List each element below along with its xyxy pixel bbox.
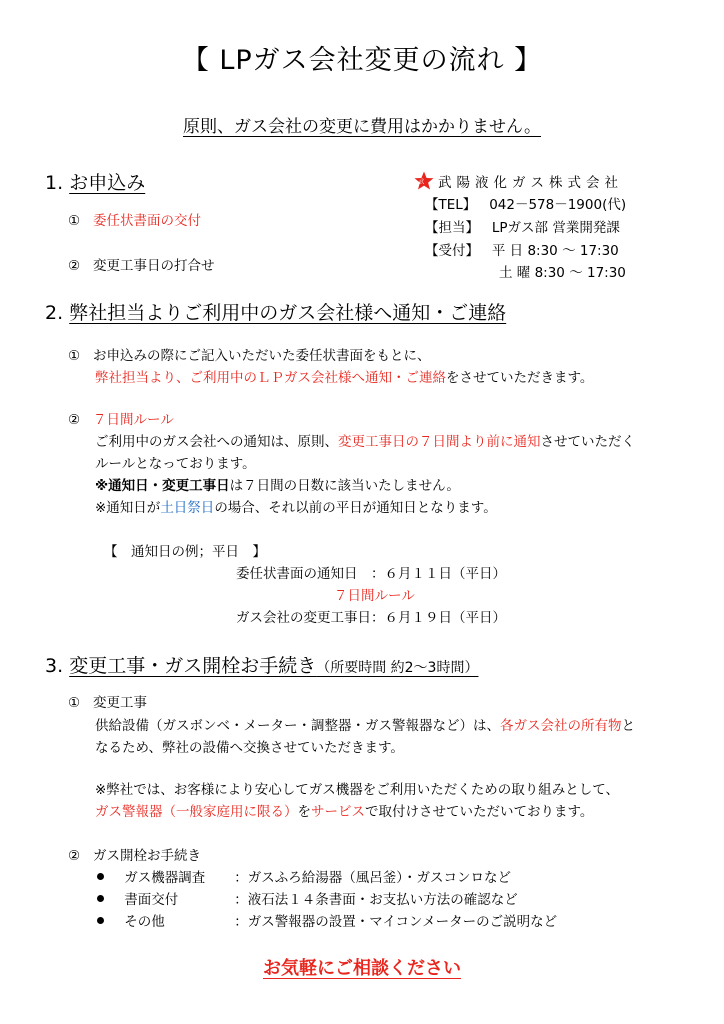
bullet-icon <box>97 873 104 880</box>
company-tel: 【TEL】 042－578－1900(代) <box>425 197 627 213</box>
section1-heading: 1. お申込み <box>45 172 146 194</box>
section2-item2-line2: ルールとなっております。 <box>95 456 256 472</box>
bullet-item: 書面交付 ：液石法１４条書面・お支払い方法の確認など <box>97 888 518 908</box>
bullet-item: ガス機器調査 ：ガスふろ給湯器（風呂釜）・ガスコンロなど <box>97 866 511 886</box>
example-notice-date: 委任状書面の通知日 ：６月１１日（平日） <box>236 566 506 582</box>
svg-text:武: 武 <box>418 179 430 186</box>
example-work-date: ガス会社の変更工事日：６月１９日（平日） <box>236 610 506 626</box>
section2-item2-line1: ご利用中のガス会社への通知は、原則、変更工事日の７日間より前に通知させていただく <box>95 434 635 450</box>
example-label: 【 通知日の例；平日 】 <box>104 544 266 560</box>
bullet-icon <box>97 917 104 924</box>
section3-note-line1: ※弊社では、お客様により安心してガス機器をご利用いただくための取り組みとして、 <box>95 782 620 798</box>
section2-item1-line2: 弊社担当より、ご利用中のＬＰガス会社様へ通知・ご連絡をさせていただきます。 <box>95 370 594 386</box>
company-staff: 【担当】 LPガス部 営業開発課 <box>425 220 620 236</box>
section2-item2-title: ② ７日間ルール <box>68 412 174 428</box>
section2-heading: 2. 弊社担当よりご利用中のガス会社様へ通知・ご連絡 <box>45 302 507 324</box>
section1-item2: ② 変更工事日の打合せ <box>68 258 215 274</box>
page-title: 【 LPガス会社変更の流れ 】 <box>181 45 543 76</box>
bullet-item: その他 ：ガス警報器の設置・マイコンメーターのご説明など <box>97 910 557 930</box>
section3-item1-title: ① 変更工事 <box>68 695 147 711</box>
company-name: 武 武陽液化ガス株式会社 <box>414 171 623 191</box>
closing-message: お気軽にご相談ください <box>263 958 461 979</box>
section2-note1: ※通知日・変更工事日は７日間の日数に該当いたしません。 <box>95 478 460 494</box>
company-logo-star-icon <box>414 171 434 191</box>
example-seven-day-rule: ７日間ルール <box>334 588 415 604</box>
section3-item1-line1: 供給設備（ガスボンベ・メーター・調整器・ガス警報器など）は、各ガス会社の所有物と <box>95 718 635 734</box>
company-hours: 【受付】 平 日 8:30 ～ 17:30 <box>425 243 619 259</box>
section2-note2: ※通知日が土日祭日の場合、それ以前の平日が通知日となります。 <box>95 500 497 516</box>
section3-item2-title: ② ガス開栓お手続き <box>68 848 201 864</box>
section3-note-line2: ガス警報器（一般家庭用に限る）をサービスで取付けさせていただいております。 <box>95 804 594 820</box>
section2-item1-line1: ① お申込みの際にご記入いただいた委任状書面をもとに、 <box>68 348 431 364</box>
section3-item1-line2: なるため、弊社の設備へ交換させていただきます。 <box>95 740 404 756</box>
bullet-icon <box>97 895 104 902</box>
page-subtitle: 原則、ガス会社の変更に費用はかかりません。 <box>182 117 542 137</box>
section3-heading: 3. 変更工事・ガス開栓お手続き（所要時間 約2～3時間） <box>45 655 479 677</box>
company-hours-saturday: 土 曜 8:30 ～ 17:30 <box>499 265 626 281</box>
section1-item1: ① 委任状書面の交付 <box>68 213 201 229</box>
